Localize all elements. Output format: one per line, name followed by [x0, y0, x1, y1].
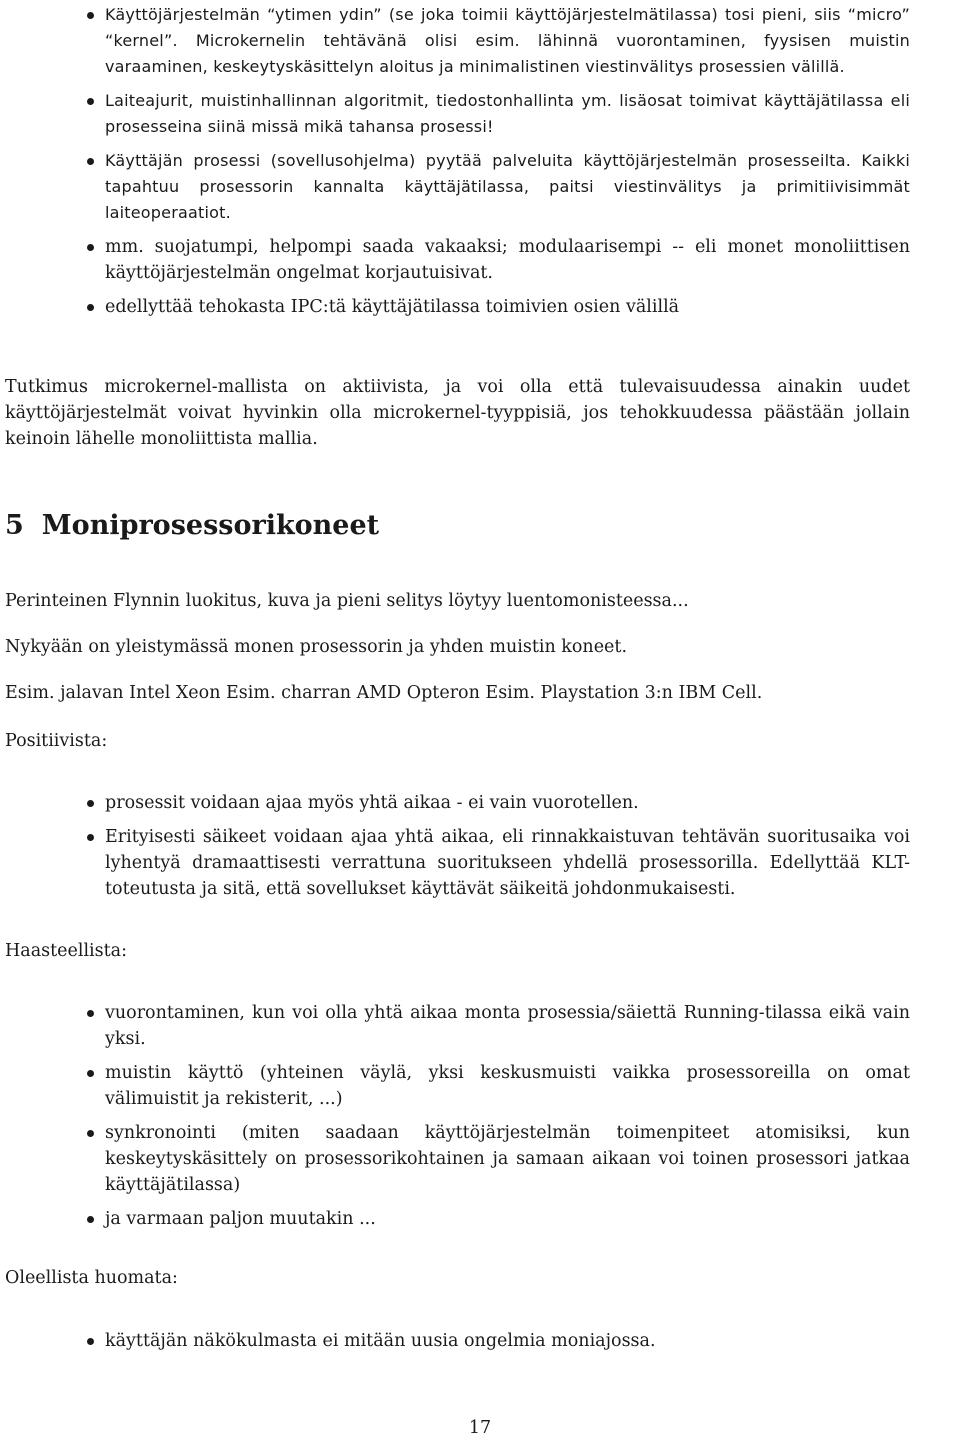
- research-paragraph: Tutkimus microkernel-mallista on aktiivista, ja voi olla että tulevaisuudessa ainakin uudet käyttöjärjestelmät voivat hyvinkin olla microkernel-tyyppisiä, jos tehokkuudessa päästään jollain keinoin lähelle monoliittista mallia.: [5, 377, 910, 449]
- note-list: [5, 1328, 910, 1354]
- section-title: Moniprosessorikoneet: [41, 510, 380, 541]
- challenge-list: [5, 1000, 910, 1232]
- list-item: ja varmaan paljon muutakin ...: [5, 1206, 910, 1232]
- list-item: vuorontaminen, kun voi olla yhtä aikaa monta prosessia/säiettä Running-tilassa eikä vain yksi.: [5, 1000, 910, 1052]
- list-item: prosessit voidaan ajaa myös yhtä aikaa - ei vain vuorotellen.: [5, 790, 910, 816]
- positive-label: Positiivista:: [5, 731, 108, 751]
- list-item: Käyttöjärjestelmän “ytimen ydin” (se joka toimii käyttöjärjestelmätilassa) tosi pieni, siis “micro” “kernel”. Microkernelin tehtävänä olisi esim. lähinnä vuorontaminen, fyysisen muistin varaaminen, keskeytyskäsittelyn aloitus ja minimalistinen viestinvälitys prosessien välillä.: [5, 2, 910, 80]
- list-item: mm. suojatumpi, helpompi saada vakaaksi; modulaarisempi -- eli monet monoliittisen käyttöjärjestelmän ongelmat korjautuisivat.: [5, 234, 910, 286]
- section-number: 5: [5, 510, 24, 541]
- intro-paragraph: Esim. jalavan Intel Xeon Esim. charran AMD Opteron Esim. Playstation 3:n IBM Cell.: [5, 683, 763, 703]
- intro-paragraph: Perinteinen Flynnin luokitus, kuva ja pieni selitys löytyy luentomonisteessa...: [5, 591, 689, 611]
- note-list-block: [5, 1328, 910, 1362]
- microkernel-list-block: [5, 2, 910, 328]
- list-item: edellyttää tehokasta IPC:tä käyttäjätilassa toimivien osien välillä: [5, 294, 910, 320]
- list-item: synkronointi (miten saadaan käyttöjärjestelmän toimenpiteet atomisiksi, kun keskeytyskäsittely on prosessorikohtainen ja samaan aikaan voi toinen prosessori jatkaa käyttäjätilassa): [5, 1120, 910, 1198]
- positive-list: [5, 790, 910, 902]
- positive-list-block: [5, 790, 910, 910]
- page-number: 17: [468, 1418, 492, 1438]
- list-item: Laiteajurit, muistinhallinnan algoritmit, tiedostonhallinta ym. lisäosat toimivat käyttäjätilassa eli prosesseina siinä missä mikä tahansa prosessi!: [5, 88, 910, 140]
- note-label: Oleellista huomata:: [5, 1268, 178, 1288]
- challenge-list-block: [5, 1000, 910, 1240]
- challenge-label: Haasteellista:: [5, 941, 127, 961]
- intro-paragraph: Nykyään on yleistymässä monen prosessorin ja yhden muistin koneet.: [5, 637, 628, 657]
- list-item: käyttäjän näkökulmasta ei mitään uusia ongelmia moniajossa.: [5, 1328, 910, 1354]
- microkernel-list: [5, 2, 910, 320]
- section-heading: [5, 510, 910, 541]
- list-item: Erityisesti säikeet voidaan ajaa yhtä aikaa, eli rinnakkaistuvan tehtävän suoritusaika voi lyhentyä dramaattisesti verrattuna suoritukseen yhdellä prosessorilla. Edellyttää KLT-toteutusta ja sitä, että sovellukset käyttävät säikeitä johdonmukaisesti.: [5, 824, 910, 902]
- list-item: Käyttäjän prosessi (sovellusohjelma) pyytää palveluita käyttöjärjestelmän prosesseilta. Kaikki tapahtuu prosessorin kannalta käyttäjätilassa, paitsi viestinvälitys ja primitiivisimmät laiteoperaatiot.: [5, 148, 910, 226]
- list-item: muistin käyttö (yhteinen väylä, yksi keskusmuisti vaikka prosessoreilla on omat välimuistit ja rekisterit, ...): [5, 1060, 910, 1112]
